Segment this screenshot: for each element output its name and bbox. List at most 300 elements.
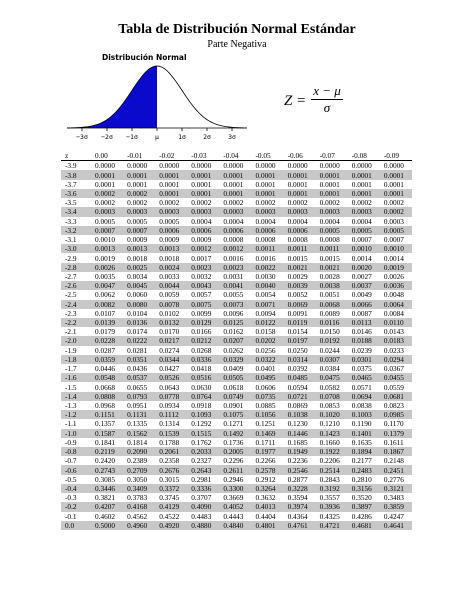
formula-z: Z <box>284 93 293 109</box>
shaded-area <box>67 66 157 128</box>
probability-cell: 0.0427 <box>155 364 187 373</box>
probability-cell: 0.4483 <box>187 512 219 521</box>
probability-cell: 0.3228 <box>284 484 316 493</box>
header-col: -0.09 <box>380 151 412 161</box>
probability-cell: 0.0000 <box>91 161 123 171</box>
probability-cell: 0.0082 <box>91 300 123 309</box>
probability-cell: 0.0281 <box>123 346 155 355</box>
probability-cell: 0.0066 <box>348 300 380 309</box>
probability-cell: 0.0006 <box>284 226 316 235</box>
probability-cell: 0.0030 <box>251 272 283 281</box>
probability-cell: 0.2005 <box>219 447 251 456</box>
probability-cell: 0.0392 <box>284 364 316 373</box>
probability-cell: 0.3336 <box>187 484 219 493</box>
table-row <box>61 263 412 272</box>
probability-cell: 0.0024 <box>155 263 187 272</box>
probability-cell: 0.0011 <box>284 244 316 253</box>
probability-cell: 0.0655 <box>123 382 155 391</box>
probability-cell: 0.0000 <box>284 161 316 171</box>
probability-cell: 0.0001 <box>155 170 187 179</box>
probability-cell: 0.2810 <box>348 475 380 484</box>
row-z-value: -2.5 <box>61 290 91 299</box>
probability-cell: 0.0495 <box>251 373 283 382</box>
probability-cell: 0.0036 <box>380 281 412 290</box>
probability-cell: 0.0006 <box>219 226 251 235</box>
probability-cell: 0.1894 <box>348 447 380 456</box>
probability-cell: 0.0188 <box>348 336 380 345</box>
probability-cell: 0.0004 <box>284 217 316 226</box>
probability-cell: 0.0239 <box>348 346 380 355</box>
header-col: -0.02 <box>155 151 187 161</box>
probability-cell: 0.1711 <box>251 438 283 447</box>
probability-cell: 0.3409 <box>123 484 155 493</box>
probability-cell: 0.0008 <box>219 235 251 244</box>
probability-cell: 0.0043 <box>187 281 219 290</box>
probability-cell: 0.0089 <box>316 309 348 318</box>
probability-cell: 0.3745 <box>155 493 187 502</box>
probability-cell: 0.2483 <box>348 465 380 474</box>
table-row <box>61 272 412 281</box>
probability-cell: 0.0031 <box>219 272 251 281</box>
probability-cell: 0.2420 <box>91 456 123 465</box>
table-row <box>61 198 412 207</box>
row-z-value: -1.9 <box>61 346 91 355</box>
table-row <box>61 429 412 438</box>
probability-cell: 0.0007 <box>348 235 380 244</box>
table-row <box>61 512 412 521</box>
header-col: -0.05 <box>251 151 283 161</box>
probability-cell: 0.4761 <box>284 521 316 530</box>
probability-cell: 0.1685 <box>284 438 316 447</box>
probability-cell: 0.0116 <box>316 318 348 327</box>
probability-cell: 0.0618 <box>219 382 251 391</box>
row-z-value: -0.5 <box>61 475 91 484</box>
probability-cell: 0.0006 <box>187 226 219 235</box>
probability-cell: 0.0040 <box>251 281 283 290</box>
row-z-value: -3.4 <box>61 207 91 216</box>
probability-cell: 0.0003 <box>219 207 251 216</box>
probability-cell: 0.0005 <box>123 217 155 226</box>
probability-cell: 0.0475 <box>316 373 348 382</box>
probability-cell: 0.3897 <box>348 502 380 511</box>
probability-cell: 0.3264 <box>251 484 283 493</box>
probability-cell: 0.0197 <box>284 336 316 345</box>
probability-cell: 0.0808 <box>91 392 123 401</box>
table-row <box>61 355 412 364</box>
table-row <box>61 382 412 391</box>
formula-numerator: x − μ <box>313 83 341 98</box>
probability-cell: 0.0087 <box>348 309 380 318</box>
probability-cell: 0.0001 <box>284 180 316 189</box>
probability-cell: 0.1611 <box>380 438 412 447</box>
probability-cell: 0.2776 <box>380 475 412 484</box>
table-row <box>61 447 412 456</box>
probability-cell: 0.1056 <box>251 410 283 419</box>
probability-cell: 0.0001 <box>219 180 251 189</box>
row-z-value: -1.5 <box>61 382 91 391</box>
probability-cell: 0.3085 <box>91 475 123 484</box>
probability-cell: 0.2177 <box>348 456 380 465</box>
row-z-value: -0.4 <box>61 484 91 493</box>
table-row <box>61 226 412 235</box>
row-z-value: -1.1 <box>61 419 91 428</box>
probability-cell: 0.4920 <box>155 521 187 530</box>
probability-cell: 0.0003 <box>187 207 219 216</box>
probability-cell: 0.0143 <box>380 327 412 336</box>
probability-cell: 0.4013 <box>251 502 283 511</box>
probability-cell: 0.0022 <box>251 263 283 272</box>
probability-cell: 0.0250 <box>284 346 316 355</box>
probability-cell: 0.0049 <box>348 290 380 299</box>
probability-cell: 0.0094 <box>251 309 283 318</box>
row-z-value: -0.1 <box>61 512 91 521</box>
probability-cell: 0.0003 <box>123 207 155 216</box>
probability-cell: 0.0262 <box>219 346 251 355</box>
row-z-value: -1.2 <box>61 410 91 419</box>
probability-cell: 0.0222 <box>123 336 155 345</box>
probability-cell: 0.0162 <box>219 327 251 336</box>
probability-cell: 0.0179 <box>91 327 123 336</box>
probability-cell: 0.0314 <box>284 355 316 364</box>
table-row <box>61 189 412 198</box>
probability-cell: 0.4681 <box>348 521 380 530</box>
page-title: Tabla de Distribución Normal Estándar <box>118 22 356 37</box>
probability-cell: 0.1423 <box>316 429 348 438</box>
axis-tick-label: −2σ <box>101 133 113 141</box>
probability-cell: 0.0505 <box>219 373 251 382</box>
probability-cell: 0.1271 <box>219 419 251 428</box>
probability-cell: 0.0630 <box>187 382 219 391</box>
probability-cell: 0.3192 <box>316 484 348 493</box>
probability-cell: 0.2148 <box>380 456 412 465</box>
row-z-value: -1.8 <box>61 355 91 364</box>
probability-cell: 0.2206 <box>316 456 348 465</box>
table-row <box>61 170 412 179</box>
probability-cell: 0.0001 <box>91 180 123 189</box>
probability-cell: 0.1949 <box>284 447 316 456</box>
probability-cell: 0.0174 <box>123 327 155 336</box>
z-score-formula <box>282 80 372 120</box>
probability-cell: 0.4721 <box>316 521 348 530</box>
table-row <box>61 373 412 382</box>
probability-cell: 0.0048 <box>380 290 412 299</box>
probability-cell: 0.0009 <box>123 235 155 244</box>
probability-cell: 0.2033 <box>187 447 219 456</box>
probability-cell: 0.1977 <box>251 447 283 456</box>
probability-cell: 0.0023 <box>219 263 251 272</box>
probability-cell: 0.0000 <box>155 161 187 171</box>
probability-cell: 0.0192 <box>316 336 348 345</box>
probability-cell: 0.0329 <box>219 355 251 364</box>
row-z-value: -3.3 <box>61 217 91 226</box>
probability-cell: 0.4602 <box>91 512 123 521</box>
probability-cell: 0.0322 <box>251 355 283 364</box>
probability-cell: 0.0001 <box>348 189 380 198</box>
probability-cell: 0.0057 <box>187 290 219 299</box>
probability-cell: 0.3446 <box>91 484 123 493</box>
probability-cell: 0.0004 <box>316 217 348 226</box>
probability-cell: 0.0018 <box>155 253 187 262</box>
probability-cell: 0.0004 <box>187 217 219 226</box>
table-row <box>61 309 412 318</box>
probability-cell: 0.4168 <box>123 502 155 511</box>
probability-cell: 0.0000 <box>219 161 251 171</box>
probability-cell: 0.0021 <box>284 263 316 272</box>
table-row <box>61 217 412 226</box>
probability-cell: 0.0002 <box>91 189 123 198</box>
probability-cell: 0.0044 <box>155 281 187 290</box>
probability-cell: 0.0013 <box>123 244 155 253</box>
probability-cell: 0.0129 <box>187 318 219 327</box>
probability-cell: 0.1230 <box>284 419 316 428</box>
probability-cell: 0.0021 <box>316 263 348 272</box>
probability-cell: 0.0001 <box>123 170 155 179</box>
probability-cell: 0.1190 <box>348 419 380 428</box>
probability-cell: 0.0000 <box>187 161 219 171</box>
probability-cell: 0.2389 <box>123 456 155 465</box>
probability-cell: 0.1292 <box>187 419 219 428</box>
probability-cell: 0.0694 <box>348 392 380 401</box>
probability-cell: 0.0132 <box>155 318 187 327</box>
probability-cell: 0.0071 <box>251 300 283 309</box>
probability-cell: 0.0735 <box>251 392 283 401</box>
row-z-value: -2.7 <box>61 272 91 281</box>
probability-cell: 0.0985 <box>380 410 412 419</box>
probability-cell: 0.4247 <box>380 512 412 521</box>
probability-cell: 0.3594 <box>284 493 316 502</box>
probability-cell: 0.0001 <box>219 189 251 198</box>
probability-cell: 0.0012 <box>219 244 251 253</box>
probability-cell: 0.0059 <box>155 290 187 299</box>
probability-cell: 0.0001 <box>187 180 219 189</box>
table-header-row <box>61 151 412 161</box>
probability-cell: 0.0000 <box>380 161 412 171</box>
table-row <box>61 253 412 262</box>
header-z: z <box>61 151 91 161</box>
probability-cell: 0.1131 <box>123 410 155 419</box>
probability-cell: 0.0003 <box>380 217 412 226</box>
probability-cell: 0.0001 <box>251 189 283 198</box>
probability-cell: 0.0409 <box>219 364 251 373</box>
table-row <box>61 484 412 493</box>
z-table <box>61 151 412 530</box>
probability-cell: 0.4880 <box>187 521 219 530</box>
probability-cell: 0.1112 <box>155 410 187 419</box>
row-z-value: -0.9 <box>61 438 91 447</box>
probability-cell: 0.0606 <box>251 382 283 391</box>
row-z-value: -2.8 <box>61 263 91 272</box>
probability-cell: 0.0018 <box>123 253 155 262</box>
table-row <box>61 521 412 530</box>
probability-cell: 0.0294 <box>380 355 412 364</box>
probability-cell: 0.0007 <box>91 226 123 235</box>
probability-cell: 0.0002 <box>316 198 348 207</box>
probability-cell: 0.0003 <box>316 207 348 216</box>
probability-cell: 0.2236 <box>284 456 316 465</box>
probability-cell: 0.0001 <box>123 180 155 189</box>
probability-cell: 0.0571 <box>348 382 380 391</box>
probability-cell: 0.0102 <box>155 309 187 318</box>
formula-denominator: σ <box>323 100 331 115</box>
probability-cell: 0.0008 <box>316 235 348 244</box>
probability-cell: 0.0002 <box>155 198 187 207</box>
probability-cell: 0.4443 <box>219 512 251 521</box>
probability-cell: 0.0485 <box>284 373 316 382</box>
table-row <box>61 300 412 309</box>
row-z-value: -2.4 <box>61 300 91 309</box>
probability-cell: 0.3632 <box>251 493 283 502</box>
probability-cell: 0.3372 <box>155 484 187 493</box>
probability-cell: 0.0001 <box>91 170 123 179</box>
probability-cell: 0.0001 <box>316 180 348 189</box>
probability-cell: 0.0005 <box>155 217 187 226</box>
probability-cell: 0.0016 <box>219 253 251 262</box>
row-z-value: -2.2 <box>61 318 91 327</box>
probability-cell: 0.0359 <box>91 355 123 364</box>
probability-cell: 0.0104 <box>123 309 155 318</box>
probability-cell: 0.0054 <box>251 290 283 299</box>
probability-cell: 0.2266 <box>251 456 283 465</box>
probability-cell: 0.4129 <box>155 502 187 511</box>
probability-cell: 0.0351 <box>123 355 155 364</box>
probability-cell: 0.1357 <box>91 419 123 428</box>
row-z-value: -2.9 <box>61 253 91 262</box>
probability-cell: 0.0212 <box>187 336 219 345</box>
row-z-value: -2.0 <box>61 336 91 345</box>
probability-cell: 0.1469 <box>251 429 283 438</box>
probability-cell: 0.0075 <box>187 300 219 309</box>
probability-cell: 0.0091 <box>284 309 316 318</box>
probability-cell: 0.0122 <box>251 318 283 327</box>
probability-cell: 0.0183 <box>380 336 412 345</box>
probability-cell: 0.2327 <box>187 456 219 465</box>
probability-cell: 0.0035 <box>91 272 123 281</box>
table-row <box>61 235 412 244</box>
probability-cell: 0.4840 <box>219 521 251 530</box>
probability-cell: 0.0384 <box>316 364 348 373</box>
probability-cell: 0.2643 <box>187 465 219 474</box>
probability-cell: 0.0004 <box>348 217 380 226</box>
probability-cell: 0.1401 <box>348 429 380 438</box>
probability-cell: 0.3300 <box>219 484 251 493</box>
probability-cell: 0.0038 <box>316 281 348 290</box>
table-row <box>61 392 412 401</box>
probability-cell: 0.0146 <box>348 327 380 336</box>
probability-cell: 0.1539 <box>155 429 187 438</box>
table-row <box>61 346 412 355</box>
probability-cell: 0.0000 <box>348 161 380 171</box>
table-row <box>61 410 412 419</box>
probability-cell: 0.2090 <box>123 447 155 456</box>
probability-cell: 0.1562 <box>123 429 155 438</box>
probability-cell: 0.2451 <box>380 465 412 474</box>
table-row <box>61 336 412 345</box>
probability-cell: 0.0029 <box>284 272 316 281</box>
probability-cell: 0.0170 <box>155 327 187 336</box>
probability-cell: 0.0015 <box>316 253 348 262</box>
probability-cell: 0.2296 <box>219 456 251 465</box>
probability-cell: 0.0009 <box>187 235 219 244</box>
probability-cell: 0.0003 <box>348 207 380 216</box>
probability-cell: 0.0968 <box>91 401 123 410</box>
probability-cell: 0.1762 <box>187 438 219 447</box>
probability-cell: 0.0002 <box>123 189 155 198</box>
probability-cell: 0.0055 <box>219 290 251 299</box>
probability-cell: 0.0013 <box>91 244 123 253</box>
probability-cell: 0.3483 <box>380 493 412 502</box>
table-row <box>61 364 412 373</box>
row-z-value: -2.1 <box>61 327 91 336</box>
probability-cell: 0.1038 <box>284 410 316 419</box>
probability-cell: 0.0000 <box>123 161 155 171</box>
row-z-value: -1.4 <box>61 392 91 401</box>
probability-cell: 0.0034 <box>123 272 155 281</box>
probability-cell: 0.0078 <box>155 300 187 309</box>
axis-tick-label: 1σ <box>178 133 186 141</box>
probability-cell: 0.0401 <box>251 364 283 373</box>
probability-cell: 0.2358 <box>155 456 187 465</box>
probability-cell: 0.0073 <box>219 300 251 309</box>
probability-cell: 0.4562 <box>123 512 155 521</box>
normal-distribution-figure <box>62 48 252 148</box>
probability-cell: 0.3050 <box>123 475 155 484</box>
probability-cell: 0.0150 <box>316 327 348 336</box>
probability-cell: 0.2611 <box>219 465 251 474</box>
probability-cell: 0.0526 <box>155 373 187 382</box>
probability-cell: 0.1635 <box>348 438 380 447</box>
probability-cell: 0.0110 <box>380 318 412 327</box>
table-row <box>61 161 412 171</box>
probability-cell: 0.0749 <box>219 392 251 401</box>
probability-cell: 0.2843 <box>316 475 348 484</box>
probability-cell: 0.0005 <box>316 226 348 235</box>
bell-curve <box>67 66 247 128</box>
table-row <box>61 318 412 327</box>
probability-cell: 0.0009 <box>155 235 187 244</box>
probability-cell: 0.0139 <box>91 318 123 327</box>
probability-cell: 0.4641 <box>380 521 412 530</box>
probability-cell: 0.0559 <box>380 382 412 391</box>
probability-cell: 0.3821 <box>91 493 123 502</box>
probability-cell: 0.3859 <box>380 502 412 511</box>
probability-cell: 0.0064 <box>380 300 412 309</box>
row-z-value: -3.1 <box>61 235 91 244</box>
probability-cell: 0.0026 <box>380 272 412 281</box>
probability-cell: 0.0010 <box>380 244 412 253</box>
probability-cell: 0.1151 <box>91 410 123 419</box>
probability-cell: 0.0023 <box>187 263 219 272</box>
probability-cell: 0.0068 <box>316 300 348 309</box>
probability-cell: 0.1736 <box>219 438 251 447</box>
probability-cell: 0.2546 <box>284 465 316 474</box>
probability-cell: 0.0013 <box>155 244 187 253</box>
probability-cell: 0.0051 <box>316 290 348 299</box>
probability-cell: 0.0014 <box>348 253 380 262</box>
probability-cell: 0.0778 <box>155 392 187 401</box>
probability-cell: 0.0256 <box>251 346 283 355</box>
probability-cell: 0.2119 <box>91 447 123 456</box>
probability-cell: 0.0853 <box>316 401 348 410</box>
probability-cell: 0.3015 <box>155 475 187 484</box>
probability-cell: 0.0002 <box>187 198 219 207</box>
probability-cell: 0.1814 <box>123 438 155 447</box>
probability-cell: 0.2061 <box>155 447 187 456</box>
probability-cell: 0.0207 <box>219 336 251 345</box>
probability-cell: 0.0869 <box>284 401 316 410</box>
probability-cell: 0.0764 <box>187 392 219 401</box>
probability-cell: 0.0934 <box>155 401 187 410</box>
probability-cell: 0.0367 <box>380 364 412 373</box>
